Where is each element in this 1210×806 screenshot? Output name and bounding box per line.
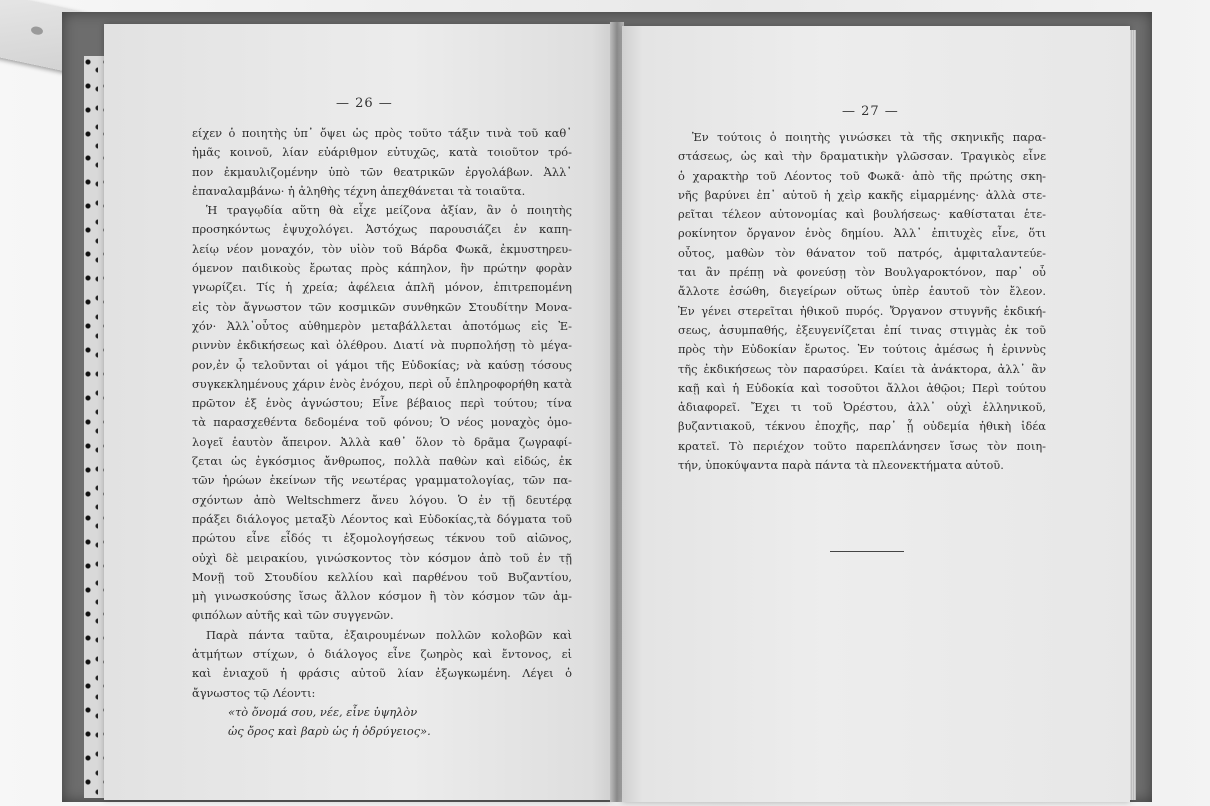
text-line: ἀτμήτων στίχων, ὁ διάλογος εἶνε ζωηρὸς καὶ ἔντονος, εἰ: [192, 647, 572, 662]
text-line: τὰ παρασχεθέντα δεδομένα τοῦ φόνου; Ὁ νέος μοναχὸς ὁμο-: [192, 415, 572, 430]
right-page-text: [678, 128, 1046, 475]
text-line: πρῶτον ἐξ ἑνὸς ἀγνώστου; Εἶνε βέβαιος περὶ τούτου; τίνα: [192, 396, 572, 411]
text-line: λείῳ νέον μοναχόν, τὸν υἱὸν τοῦ Βάρδα Φωκᾶ, ἐκμυστηρευ-: [192, 241, 572, 256]
text-line: γνωρίζει. Τίς ἡ χρεία; ἀφέλεια ἁπλῆ μόνον, ἐπιτρεπομένη: [192, 280, 572, 295]
text-line: εἰς τὸν ἄγνωστον τῶν κοσμικῶν συνθηκῶν Στουδίτην Μονα-: [192, 299, 572, 314]
text-line: πράξει διάλογος μεταξὺ Λέοντος καὶ Εὐδοκίας,τὰ δόγματα τοῦ: [192, 511, 572, 526]
marbled-endpaper: [84, 56, 106, 798]
text-line: τήν, ὑποκύψαντα παρὰ πάντα τὰ πλεονεκτήματα αὐτοῦ.: [678, 458, 1004, 473]
text-line: όμενον παιδικοὺς ἔρωτας πρὸς κάπηλον, ἣν πρώτην φορὰν: [192, 261, 572, 276]
text-line: ἀδιαφορεῖ. Ἔχει τι τοῦ Ὀρέστου, ἀλλ᾿ οὐχὶ ἑλληνικοῦ,: [678, 400, 1046, 415]
text-line: ἐπαναλαμβάνω· ἡ ἀληθὴς τέχνη ἀπεχθάνεται τὰ τοιαῦτα.: [192, 183, 526, 198]
end-rule: [830, 551, 904, 552]
text-line: ἄγνωστος τῷ Λέοντι:: [192, 685, 316, 700]
text-line: φιπόλων αὐτῆς καὶ τῶν συγγενῶν.: [192, 608, 394, 623]
text-line: μὴ γινωσκούσης ἴσως ἄλλον κόσμον ἢ τὸν κόσμον τῶν ἀμ-: [192, 589, 572, 604]
page-number-right: — 27 —: [842, 104, 899, 119]
text-line: οὗτος, μαθὼν τὸν θάνατον τοῦ πατρός, ἀμφιταλαντεύε-: [678, 245, 1046, 260]
text-line: είχεν ὁ ποιητὴς ὑπ᾿ ὄψει ὡς πρὸς τοῦτο τάξιν τινὰ τοῦ καθ᾿: [192, 126, 572, 140]
text-line: Ἡ τραγῳδία αὕτη θὰ εἶχε μείζονα ἀξίαν, ἂν ὁ ποιητὴς: [206, 203, 572, 218]
text-line: ριννὺν ἐκδικήσεως καὶ ὀλέθρου. Διατί νὰ πυρπολήσῃ τὸ μέγα-: [192, 338, 572, 353]
text-line: καὶ ἐνιαχοῦ ἡ φράσις αὐτοῦ λίαν ἐξωγκωμένη. Λέγει ὁ: [192, 666, 572, 681]
text-line: ἄλλοτε ἐσώθη, διεγείρων οὕτως ὑπὲρ ἑαυτοῦ τὸν ἔλεον.: [678, 284, 1046, 299]
text-line: πρώτου εἶνε εἶδός τι ἐξομολογήσεως τέκνου τοῦ αἰῶνος,: [192, 531, 572, 546]
text-line: ροκίνητον ὄργανον ἑνὸς δημίου. Ἀλλ᾿ ἐπιτυχὲς εἶνε, ὅτι: [678, 226, 1046, 241]
right-page: [622, 26, 1130, 802]
text-line: προσηκόντως ἐψυχολόγει. Ἀστόχως παρουσιάζει ἐν καπη-: [192, 222, 572, 237]
text-line: τῶν ἡρώων ἐκείνων τῆς νεωτέρας γραμματολογίας, τῶν πα-: [192, 473, 572, 488]
text-line: ρον,ἐν ᾧ τελοῦνται οἱ γάμοι τῆς Εὐδοκίας; νὰ καύσῃ τόσους: [192, 357, 572, 372]
text-line: πρὸς τὴν Εὐδοκίαν ἔρωτος. Ἐν τούτοις ἀμέσως ἡ ἐριννὺς: [678, 342, 1046, 357]
text-line: σεως, ἀσυμπαθής, ἐξευγενίζεται ἐπί τινας στιγμὰς ἐκ τοῦ: [678, 322, 1046, 337]
text-line: νῆς βαρύνει ἐπ᾿ αὐτοῦ ἡ χεὶρ κακῆς εἱμαρμένης· ἀλλὰ στε-: [678, 187, 1046, 202]
left-page-text: [192, 124, 572, 742]
text-line: Μονῇ τοῦ Στουδίου κελλίου καὶ παρθένου τοῦ Βυζαντίου,: [192, 569, 572, 584]
text-line: Ἐν τούτοις ὁ ποιητὴς γινώσκει τὰ τῆς σκηνικῆς παρα-: [692, 130, 1046, 144]
quote-line: «τὸ ὄνομά σου, νέε, εἶνε ὑψηλὸν: [228, 704, 418, 719]
text-line: χόν· Ἀλλ᾿οὗτος αὐθημερὸν μεταβάλλεται ἀποτόμως εἰς Ἐ-: [192, 318, 572, 333]
text-line: καῇ καὶ ἡ Εὐδοκία καὶ τοσοῦτοι ἄλλοι ἀθῷοι; Περὶ τούτου: [678, 380, 1046, 395]
clip-hole: [30, 25, 43, 35]
left-page: [104, 24, 612, 800]
text-line: ρεῖται τέλεον αὐτονομίας καὶ βουλήσεως· καθίσταται ἑτε-: [678, 207, 1046, 222]
text-line: ται ἂν πρέπῃ νὰ φονεύσῃ τὸν Βουλγαροκτόνον, παρ᾿ οὗ: [678, 265, 1046, 280]
page-edges: [1130, 30, 1136, 800]
text-line: Παρὰ πάντα ταῦτα, ἐξαιρουμένων πολλῶν κολοβῶν καὶ: [206, 627, 572, 642]
text-line: ζεται ὡς ἐγκόσμιος ἄνθρωπος, πολλὰ παθὼν καὶ εἰδώς, ἐκ: [192, 454, 572, 469]
text-line: λογεῖ ἑαυτὸν ἄπειρον. Ἀλλὰ καθ᾿ ὅλον τὸ δρᾶμα ζωγραφί-: [192, 434, 572, 449]
text-line: κρατεῖ. Τὸ περιέχον τοῦτο παρεπλάνησεν ἴσως τὸν ποιη-: [678, 438, 1046, 453]
text-line: σχόντων ἀπὸ Weltschmerz ἄνευ λόγου. Ὁ ἐν τῇ δευτέρᾳ: [192, 492, 572, 507]
text-line: ὁ χαρακτὴρ τοῦ Λέοντος τοῦ Φωκᾶ· ἀπὸ τῆς πρώτης σκη-: [678, 168, 1046, 183]
text-line: οὐχὶ δὲ μειρακίου, γινώσκοντος τὸν κόσμον ἀπὸ τοῦ ἐν τῇ: [192, 550, 572, 565]
text-line: στάσεως, ὡς καὶ τὴν δραματικὴν γλῶσσαν. Τραγικὸς εἶνε: [678, 149, 1046, 164]
text-line: ἡμᾶς κοινοῦ, λίαν εὐάριθμον εὐτυχῶς, κατὰ τοιοῦτον τρό-: [192, 145, 572, 160]
text-line: βυζαντιακοῦ, τέκνου ἐποχῆς, παρ᾿ ᾗ οὐδεμία ἠθικὴ ἰδέα: [678, 419, 1046, 434]
text-line: Ἐν γένει στερεῖται ἠθικοῦ πυρός. Ὄργανον στυγνῆς ἐκδική-: [678, 303, 1046, 318]
text-line: συγκεκλημένους χάριν ἑνὸς ἐνόχου, περὶ οὗ ἐπληροφορήθη κατὰ: [192, 376, 572, 391]
text-line: τῆς ἐκδικήσεως τὸν παρασύρει. Καίει τὰ ἀνάκτορα, ἀλλ᾿ ἂν: [678, 361, 1046, 376]
page-number-left: — 26 —: [336, 96, 393, 111]
quote-line: ὡς ὄρος καὶ βαρὺ ὡς ἡ ὀδρύγειος».: [228, 724, 431, 739]
text-line: πον ἐκμαυλιζομένην ὑπὸ τῶν θεατρικῶν ἐργολάβων. Ἀλλ᾿: [192, 164, 572, 179]
